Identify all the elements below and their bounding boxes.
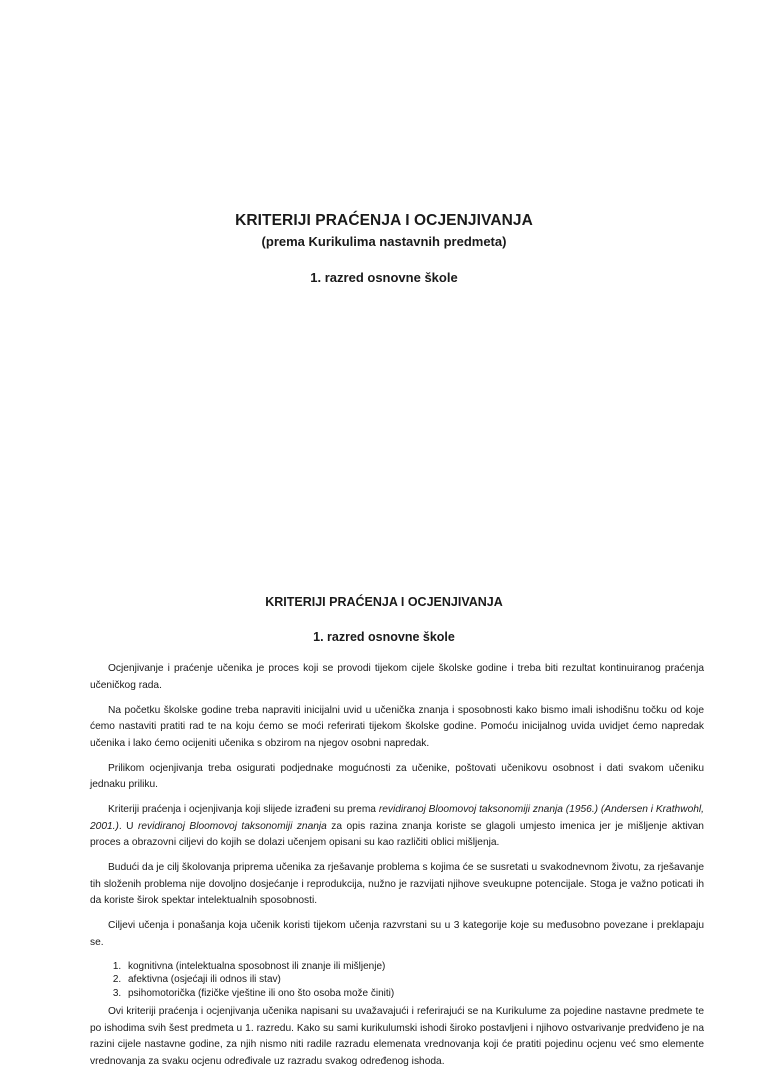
cover-grade: 1. razred osnovne škole bbox=[310, 270, 458, 285]
paragraph-4-text-a: Kriteriji praćenja i ocjenjivanja koji slijede izrađeni su prema bbox=[108, 804, 379, 815]
section-grade: 1. razred osnovne škole bbox=[313, 630, 455, 644]
paragraph-7: Ovi kriteriji praćenja i ocjenjivanja učenika napisani su uvažavajući i referirajući se na Kurikulume za pojedine nastavne predmete te po ishodima svih šest predmeta u 1. razredu. Kako su sami kurikulumski ishodi široko postavljeni i njihovo ostvarivanje predviđeno je na razini cijele nastavne godine, za njih nismo niti radile razradu elemenata vrednovanja koji će pratiti pojedinu ocjenu već smo elemente vrednovanja za svaku ocjenu određivale uz razradu svakog određenog ishoda. bbox=[90, 1006, 704, 1067]
cover-title: KRITERIJI PRAĆENJA I OCJENJIVANJA bbox=[235, 212, 533, 229]
section-title: KRITERIJI PRAĆENJA I OCJENJIVANJA bbox=[265, 595, 503, 609]
category-item: 1. kognitivna (intelektualna sposobnost ili znanje ili mišljenje) bbox=[124, 960, 704, 974]
paragraph-3: Prilikom ocjenjivanja treba osigurati podjednake mogućnosti za učenike, poštovati učenikovu osobnost i dati svakom učeniku jednaku priliku. bbox=[90, 762, 704, 790]
body-text bbox=[90, 661, 704, 1079]
paragraph-5: Budući da je cilj školovanja pripremа učenika za rješavanje problema s kojima će se susretati u svakodnevnom životu, za rješavanje tih složenih problema nije dovoljno dosjećanje i reprodukcija, nužno je razvijati njihove sveukupne potencijale. Stoga je važno poticati ih da koriste širok spektar intelektualnih sposobnosti. bbox=[90, 862, 704, 906]
cover-subtitle: (prema Kurikulima nastavnih predmeta) bbox=[261, 234, 507, 249]
paragraph-4-text-c: . U bbox=[118, 820, 138, 832]
category-item: 2. afektivna (osjećaji ili odnos ili stav) bbox=[124, 973, 704, 987]
paragraph-2: Na početku školske godine treba napraviti inicijalni uvid u učenička znanja i sposobnosti kako bismo imali ishodišnu točku od koje ćemo nastaviti pratiti rad te na koju ćemo se moći referirati tijekom školske godine. Pomoću inicijalnog uvida uvidjet ćemo napredak učenika i lako ćemo ocijeniti učenika s obzirom na njegov osobni napredak. bbox=[90, 704, 704, 749]
paragraph-1: Ocjenjivanje i praćenje učenika je proces koji se provodi tijekom cijele školske godine i treba biti rezultat kontinuiranog praćenja učeničkog rada. bbox=[90, 663, 704, 691]
paragraph-4-citation: revidiranoj Bloomovoj taksonomiji znanja (1956.) (Andersen i Krathwohl, 2001.) bbox=[90, 804, 704, 832]
paragraph-4-term: revidiranoj Bloomovoj taksonomiji znanja bbox=[137, 820, 327, 832]
paragraph-4-text-e: za opis razina znanja koriste se glagoli umjesto imenica jer je mišljenje aktivan proces a obrazovni ciljevi do kojih se dolazi učenjem opisani su kao različiti oblici mišljenja. bbox=[90, 820, 704, 848]
paragraph-4 bbox=[90, 802, 704, 852]
category-item: 3. psihomotorička (fizičke vještine ili ono što osoba može činiti) bbox=[124, 987, 704, 1001]
paragraph-6: Ciljevi učenja i ponašanja koja učenik koristi tijekom učenja razvrstani su u 3 kategorije koje su međusobno povezane i preklapaju se. bbox=[90, 920, 704, 948]
category-list bbox=[90, 960, 704, 1001]
